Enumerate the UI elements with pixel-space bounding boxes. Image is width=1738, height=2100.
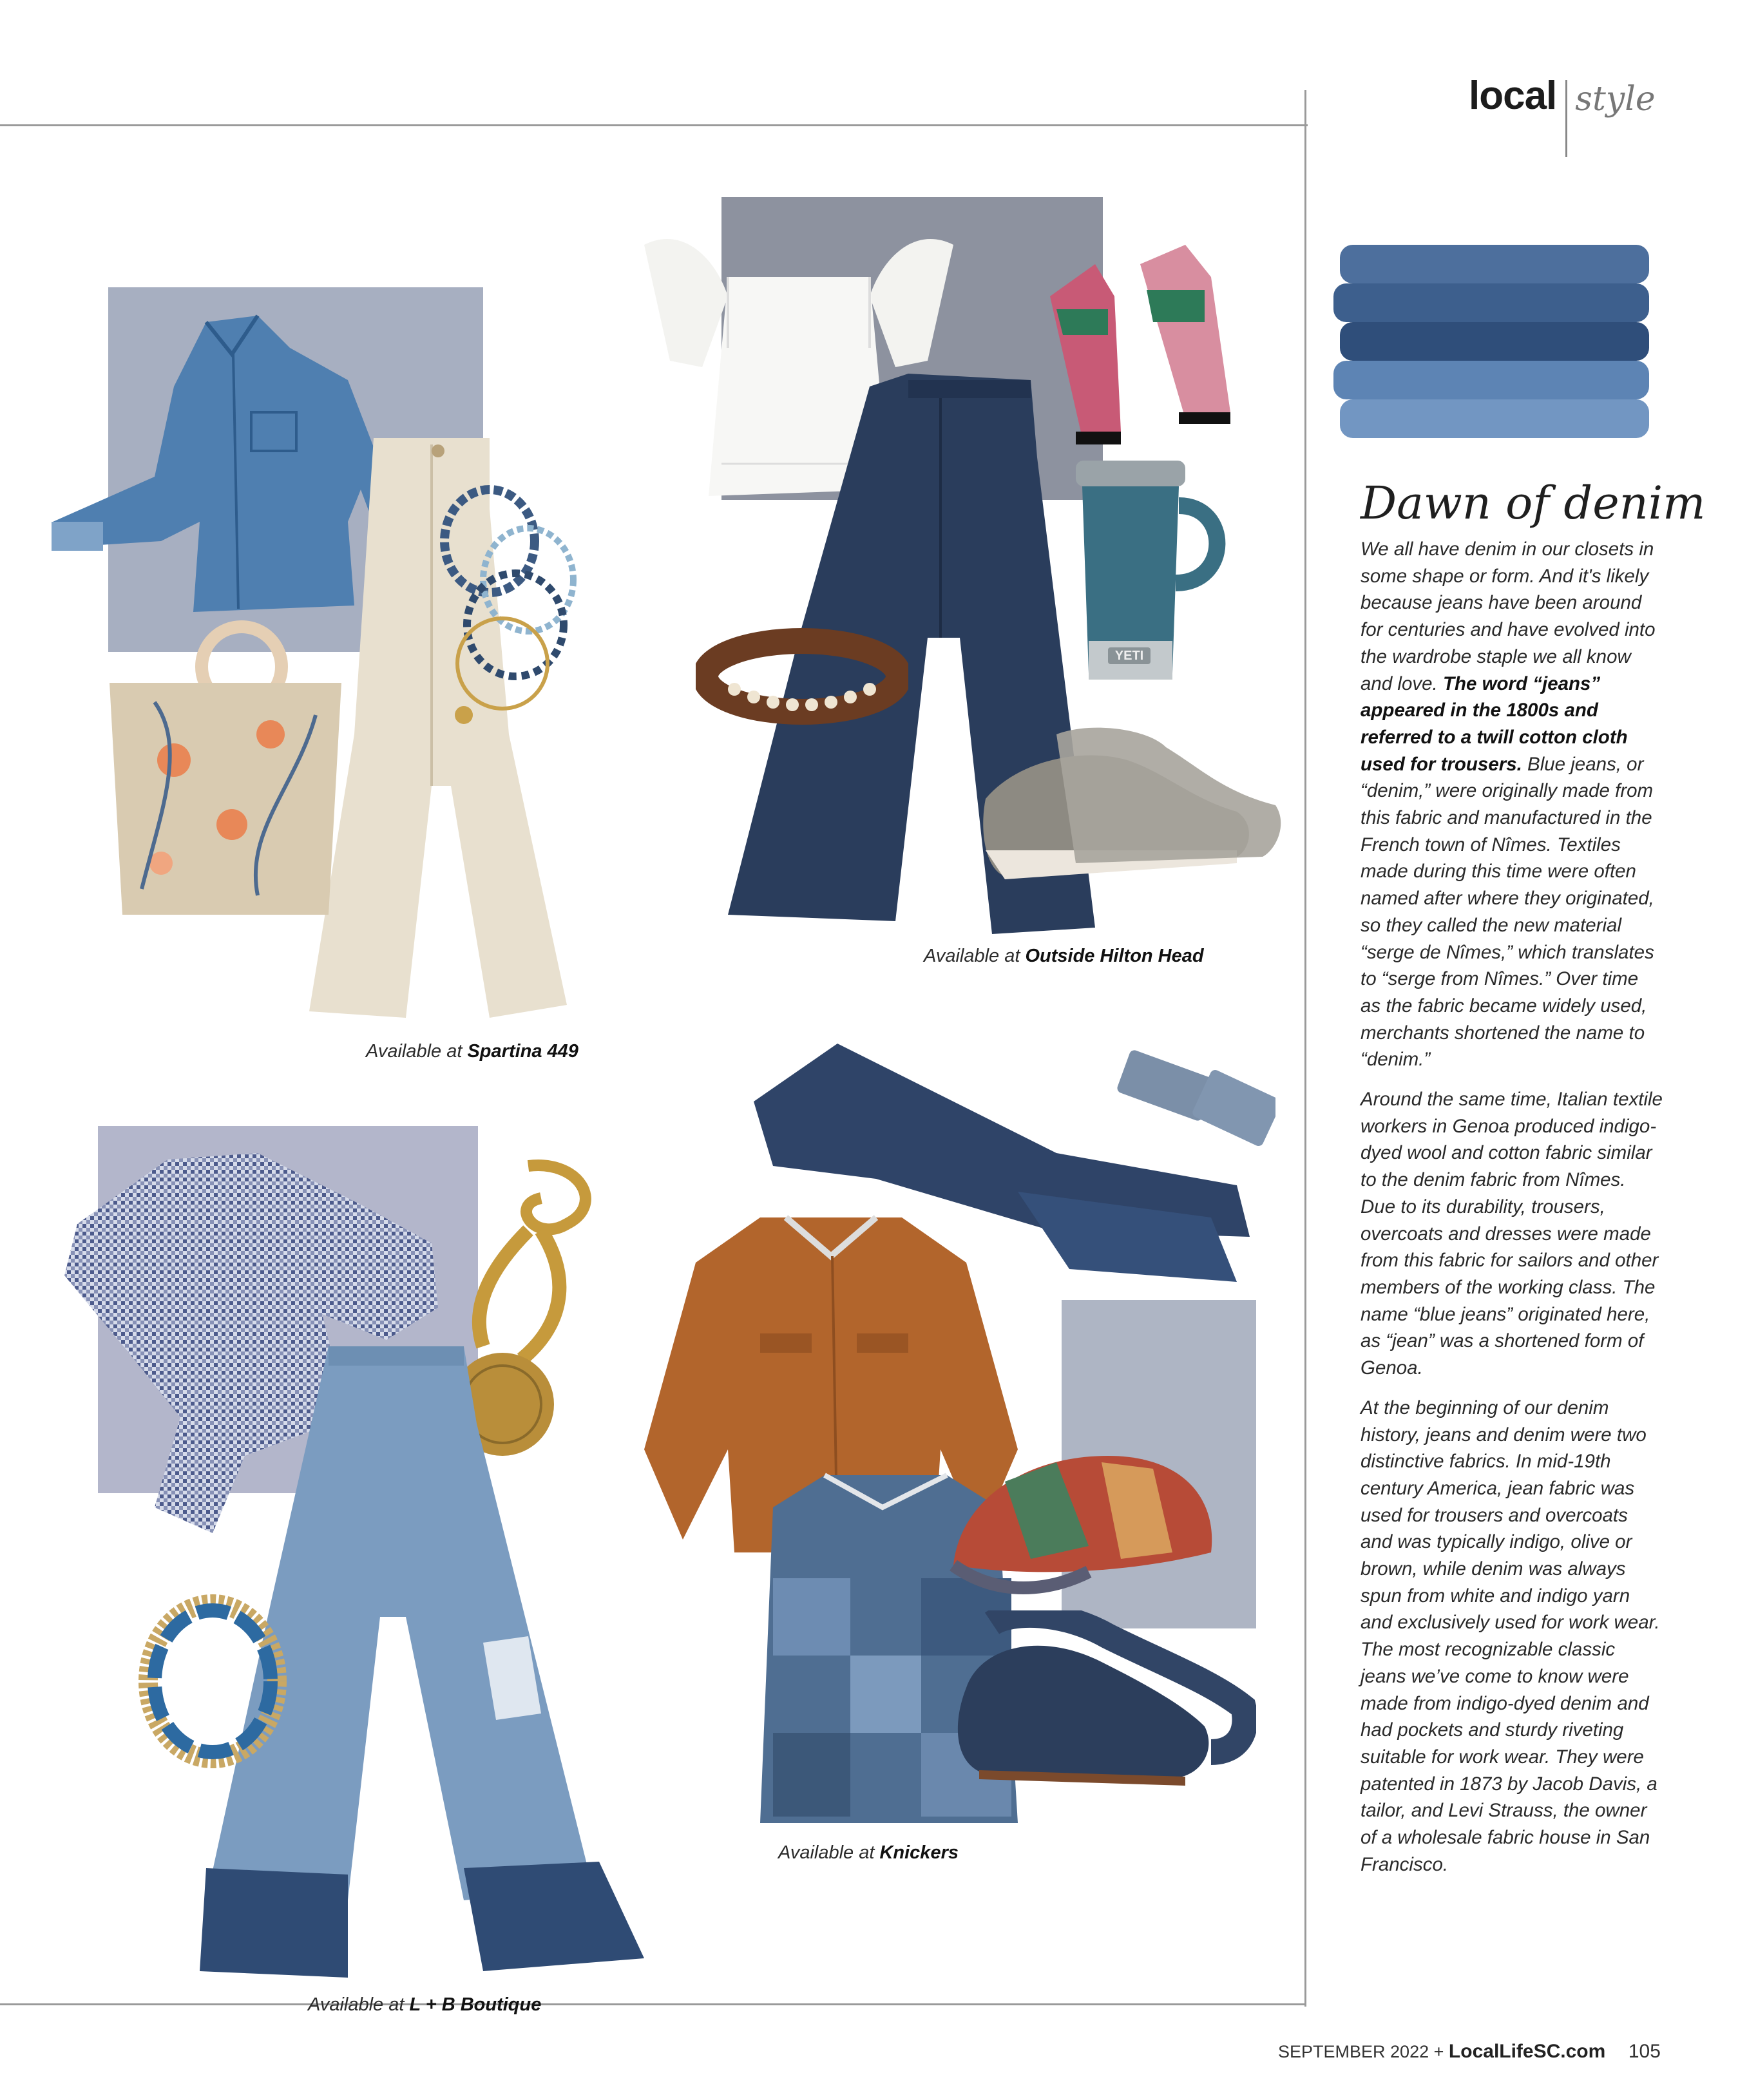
brand-section: style	[1575, 80, 1656, 119]
article-paragraph: Around the same time, Italian textile workers in Genoa produced indigo-dyed wool and cotton fabric similar to the denim fabric from Nîmes. Due to its durability, trousers, overcoats and dresses were made from this fabric for sailors and other members of the working class. The name “blue jeans” originated here, as “jean” was a shortened form of Genoa.	[1361, 1089, 1663, 1379]
article-paragraph: We all have denim in our closets in some shape or form. And it's likely because jeans have been around for centuries and have evolved into the wardrobe staple we all know and love. The word “jeans” appeared in the 1800s and referred to a twill cotton cloth used for trousers. Blue jeans, or “denim,” were originally made from this fabric and manufactured in the French town of Nîmes. Textiles made during this time were often named after where they originated, so they called the new material “serge de Nîmes,” which translates to “serge from Nîmes.” Over time as the fabric became widely used, merchants shortened the name to “denim.”	[1361, 539, 1656, 1071]
article-body	[1361, 536, 1663, 1891]
store-name: Spartina 449	[467, 1041, 578, 1062]
bottom-rule	[0, 2003, 1306, 2005]
page-number: 105	[1628, 2041, 1661, 2062]
store-name: Knickers	[879, 1842, 959, 1863]
article-paragraph: At the beginning of our denim history, jeans and denim were two distinctive fabrics. In mid-19th century America, jean fabric was used for trousers and overcoats and was typically indigo, olive or brown, while denim was always spun from white and indigo yarn and exclusively used for work wear. The most recognizable classic jeans we’ve come to know were made from indigo-dyed denim and had pockets and sturdy riveting suitable for work wear. They were patented in 1873 by Jacob Davis, a tailor, and Levi Strauss, the owner of a wholesale fabric house in San Francisco.	[1361, 1397, 1660, 1875]
beaded-earrings-image	[1044, 238, 1250, 451]
beaded-bracelets-image	[425, 483, 618, 754]
folded-jeans-stack-image	[1327, 232, 1662, 451]
website-link[interactable]: LocalLifeSC.com	[1448, 2041, 1606, 2062]
outfit-4-caption: Available at Knickers	[778, 1842, 959, 1863]
store-name: Outside Hilton Head	[1025, 946, 1204, 966]
outfit-3-caption: Available at L + B Boutique	[308, 1994, 542, 2015]
article-title: Dawn of denim	[1361, 477, 1706, 530]
column-divider	[1304, 90, 1306, 2007]
leather-cuff-bracelet-image	[696, 625, 908, 754]
stacked-bangles-image	[135, 1585, 303, 1778]
yeti-travel-mug-image	[1069, 461, 1237, 705]
page-footer	[1278, 2041, 1661, 2063]
grey-sneakers-image	[979, 721, 1288, 915]
outfit-1-caption: Available at Spartina 449	[366, 1041, 578, 1062]
article-highlight: The word “jeans” appeared in the 1800s and referred to a twill cotton cloth used for trousers.	[1361, 673, 1628, 775]
issue-date: SEPTEMBER 2022	[1278, 2042, 1429, 2061]
brand-local: local	[1469, 73, 1557, 118]
navy-loafers-image	[941, 1610, 1256, 1797]
brand-divider	[1565, 80, 1567, 157]
floral-tote-bag-image	[103, 618, 348, 928]
outfit-2-caption: Available at Outside Hilton Head	[924, 946, 1204, 966]
store-name: L + B Boutique	[409, 1994, 542, 2015]
plaid-flat-cap-image	[941, 1443, 1224, 1598]
yeti-logo: YETI	[1114, 649, 1144, 663]
footer-separator: +	[1433, 2042, 1444, 2061]
section-brand	[1469, 73, 1656, 157]
top-rule	[0, 124, 1308, 126]
